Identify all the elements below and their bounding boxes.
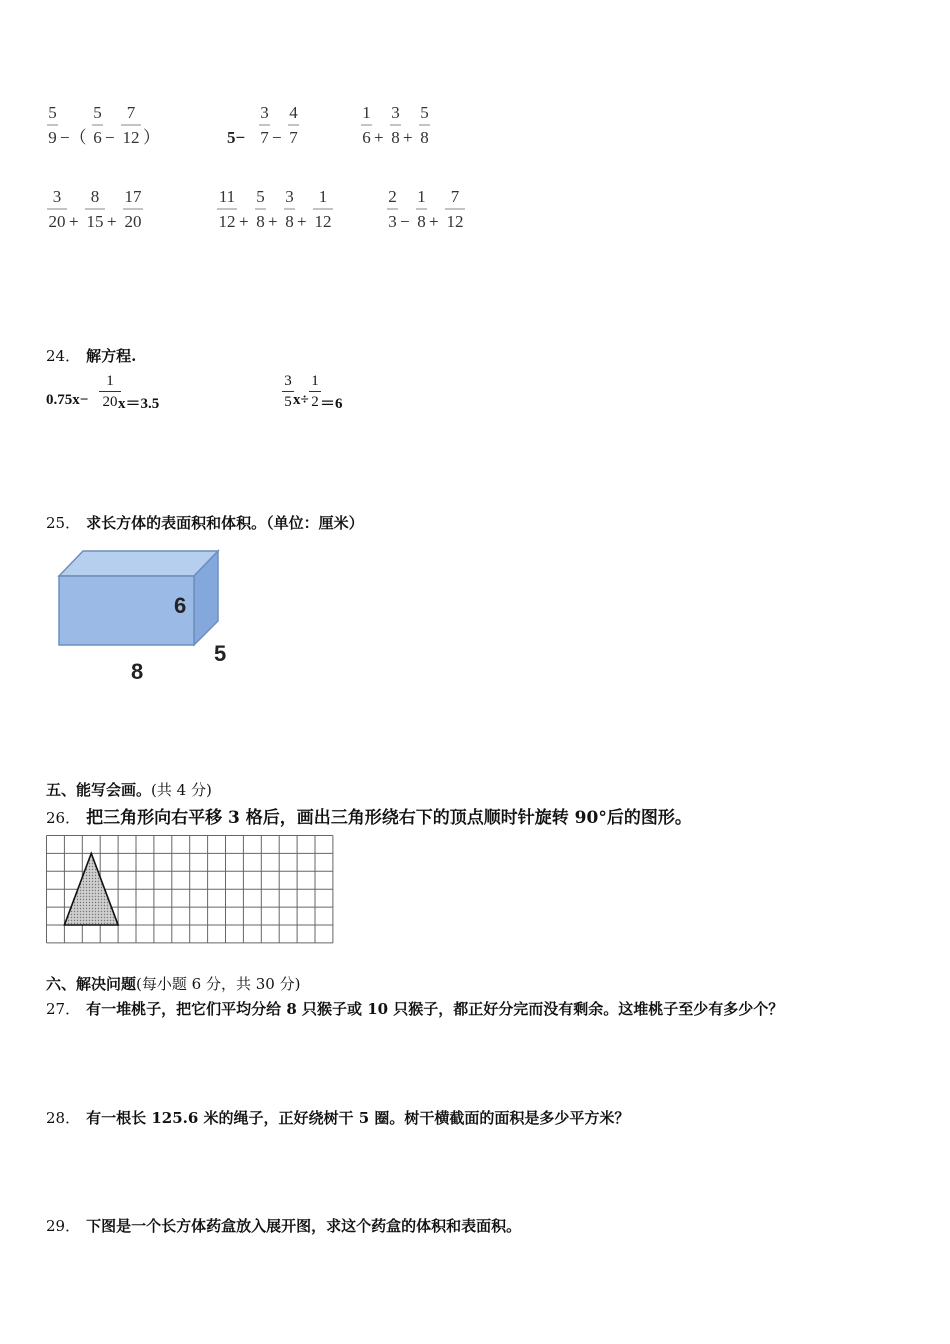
equation-2-mid: x÷ <box>293 392 309 408</box>
fraction-numerator: 5 <box>48 103 57 122</box>
fraction-denominator: 8 <box>391 128 400 147</box>
fraction-numerator: 3 <box>391 103 400 122</box>
question-text: 把三角形向右平移 3 格后，画出三角形绕右下的顶点顺时针旋转 90°后的图形。 <box>86 808 692 828</box>
fraction-denominator: 8 <box>256 212 265 231</box>
question-28 <box>46 1107 629 1128</box>
depth-label: 5 <box>214 641 227 666</box>
fraction-numerator: 1 <box>311 373 319 389</box>
fraction-numerator: 3 <box>260 103 269 122</box>
fraction-denominator: 9 <box>48 128 57 147</box>
operator: − <box>400 212 410 231</box>
fraction-numerator: 1 <box>362 103 371 122</box>
operator: 5− <box>227 128 246 147</box>
question-text: 解方程. <box>86 347 137 365</box>
fraction-numerator: 11 <box>218 187 236 206</box>
fraction-denominator: 12 <box>314 212 332 231</box>
question-text: 求长方体的表面积和体积。（单位：厘米） <box>86 514 364 532</box>
fraction-denominator: 8 <box>285 212 294 231</box>
fraction-numerator: 5 <box>256 187 265 206</box>
operator: + <box>403 128 413 147</box>
fraction-numerator: 5 <box>93 103 102 122</box>
cuboid-figure <box>50 545 240 690</box>
operator: + <box>69 212 79 231</box>
equation-1-part-a: 0.75x− <box>46 392 89 408</box>
expression-svg <box>226 100 304 152</box>
operator: + <box>297 212 307 231</box>
operator: −（ <box>60 128 87 147</box>
section-6-heading <box>46 973 300 994</box>
fraction-denominator: 7 <box>260 128 269 147</box>
fraction-numerator: 8 <box>90 187 100 206</box>
calc-expression-5 <box>216 184 338 241</box>
question-26 <box>46 803 692 828</box>
fraction-denominator: 6 <box>362 128 371 147</box>
fraction-numerator: 4 <box>289 103 298 122</box>
fraction-denominator: 12 <box>218 212 236 231</box>
fraction-denominator: 3 <box>388 212 397 231</box>
section-title: 六、解决问题 <box>46 975 137 993</box>
question-number: 29． <box>46 1217 81 1235</box>
operator: − <box>272 128 282 147</box>
calc-expression-3 <box>360 100 435 157</box>
fraction-denominator: 12 <box>446 212 464 231</box>
fraction-numerator: 3 <box>285 187 294 206</box>
fraction-numerator: 5 <box>420 103 429 122</box>
fraction-numerator: 17 <box>124 187 142 206</box>
fraction-numerator: 2 <box>388 187 397 206</box>
fraction-denominator: 8 <box>417 212 426 231</box>
fraction-denominator: 6 <box>93 128 102 147</box>
section-score: (共 4 分) <box>151 781 212 799</box>
question-text: 下图是一个长方体药盒放入展开图，求这个药盒的体积和表面积。 <box>86 1217 522 1235</box>
question-number: 28． <box>46 1109 81 1127</box>
question-text: 有一堆桃子，把它们平均分给 8 只猴子或 10 只猴子，都正好分完而没有剩余。这堆桃子至少有多少个？ <box>86 1000 784 1018</box>
section-title: 五、能写会画。 <box>46 781 152 799</box>
calc-expression-6 <box>386 184 470 241</box>
fraction-numerator: 7 <box>450 187 460 206</box>
fraction-denominator: 20 <box>102 394 118 410</box>
question-25-title <box>46 512 364 533</box>
question-number: 25． <box>46 514 81 532</box>
fraction-denominator: 15 <box>86 212 104 231</box>
calc-expression-2 <box>226 100 304 157</box>
fraction-denominator: 12 <box>122 128 140 147</box>
fraction-denominator: 20 <box>124 212 142 231</box>
operator: + <box>374 128 384 147</box>
question-27 <box>46 998 783 1019</box>
operator: ） <box>143 128 160 147</box>
expression-svg <box>216 184 338 236</box>
fraction-denominator: 5 <box>284 394 292 410</box>
expression-svg <box>360 100 435 152</box>
question-24-title <box>46 345 136 366</box>
fraction-numerator: 7 <box>126 103 136 122</box>
equation-1-part-b: x＝3.5 <box>118 396 160 412</box>
question-number: 27． <box>46 1000 81 1018</box>
expression-svg <box>46 100 162 152</box>
length-label: 8 <box>131 659 144 684</box>
calc-expression-1 <box>46 100 162 157</box>
operator: + <box>107 212 117 231</box>
section-score: (每小题 6 分，共 30 分) <box>136 975 301 993</box>
fraction-denominator: 8 <box>420 128 429 147</box>
fraction-numerator: 3 <box>284 373 292 389</box>
fraction-denominator: 2 <box>311 394 319 410</box>
calc-expression-4 <box>46 184 148 241</box>
question-text: 有一根长 125.6 米的绳子，正好绕树干 5 圈。树干横截面的面积是多少平方米？ <box>86 1109 630 1127</box>
cuboid-top-face <box>59 551 218 576</box>
operator: + <box>268 212 278 231</box>
expression-svg <box>46 184 148 236</box>
height-label: 6 <box>174 593 187 618</box>
question-number: 26． <box>46 809 81 827</box>
operator: + <box>239 212 249 231</box>
square-grid <box>46 835 336 945</box>
fraction-denominator: 20 <box>48 212 66 231</box>
equation-2-end: ＝6 <box>320 396 343 412</box>
question-29 <box>46 1215 521 1236</box>
fraction-numerator: 3 <box>52 187 62 206</box>
operator: − <box>105 128 115 147</box>
operator: + <box>429 212 439 231</box>
fraction-numerator: 1 <box>318 187 328 206</box>
fraction-numerator: 1 <box>106 373 114 389</box>
question-number: 24． <box>46 347 81 365</box>
fraction-numerator: 1 <box>417 187 426 206</box>
expression-svg <box>386 184 470 236</box>
section-5-heading <box>46 779 212 800</box>
fraction-denominator: 7 <box>289 128 298 147</box>
